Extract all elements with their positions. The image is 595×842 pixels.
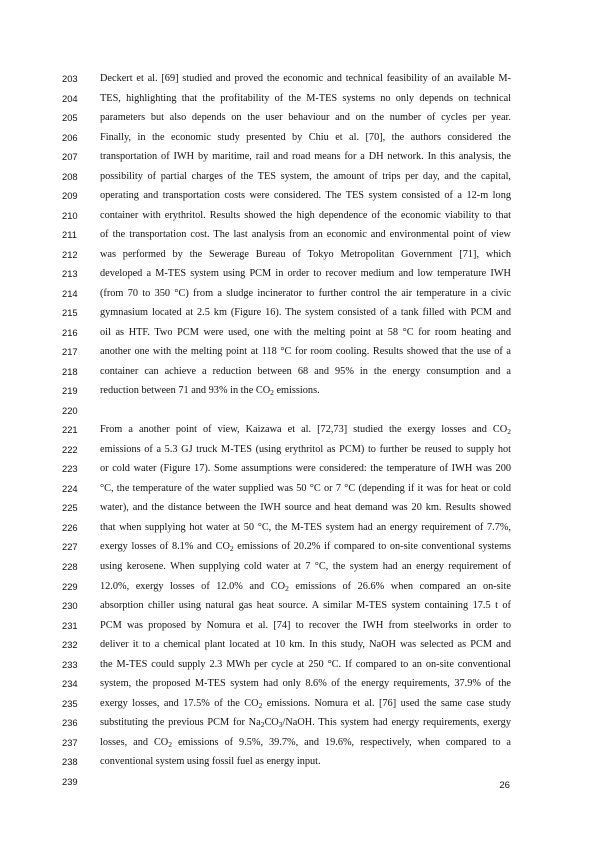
text-run: substituting the previous PCM for Na [100, 717, 261, 729]
subscript: 2 [229, 544, 234, 554]
text-run: PCM was proposed by Nomura et al. [74] to recover the IWH from steelworks in order to [100, 619, 511, 631]
line-text [100, 70, 511, 87]
text-run: oil as HTF. Two PCM were used, one with the melting point at 58 °C for room heating and [100, 326, 511, 338]
line-number: 206 [62, 131, 78, 143]
text-line [0, 285, 595, 302]
line-text [100, 90, 511, 107]
line-number: 219 [62, 385, 78, 397]
text-run: was performed by the Sewerage Bureau of Tokyo Metropolitan Government [71], which [100, 248, 511, 260]
line-number: 234 [62, 678, 78, 690]
line-number: 235 [62, 697, 78, 709]
text-run: gymnasium located at 2.5 km (Figure 16). The system consisted of a tank filled with PCM and [100, 307, 511, 319]
text-run: transportation of IWH by maritime, rail and road means for a DH network. In this analysis, the [100, 151, 511, 163]
text-line [0, 70, 595, 87]
line-number: 233 [62, 658, 78, 670]
line-text [100, 714, 511, 731]
line-number: 227 [62, 541, 78, 553]
text-line [0, 382, 595, 399]
text-run: of the transportation cost. The last analysis from an economic and environmental point of view [100, 229, 511, 241]
text-run: container can achieve a reduction between 68 and 95% in the energy consumption and a [100, 365, 511, 377]
line-text [100, 129, 511, 146]
line-number: 225 [62, 502, 78, 514]
line-text [100, 226, 511, 243]
line-text [100, 421, 511, 438]
text-run: Finally, in the economic study presented by Chiu et al. [70], the authors considered the [100, 131, 511, 143]
line-text [100, 656, 511, 673]
text-line [0, 129, 595, 146]
text-run: 12.0%, exergy losses of 12.0% and CO [100, 580, 286, 592]
line-text [100, 265, 511, 282]
line-number: 217 [62, 346, 78, 358]
line-number: 209 [62, 190, 78, 202]
text-run: the M-TES could supply 2.3 MWh per cycle at 250 °C. If compared to an on-site conventional [100, 658, 511, 670]
line-number: 208 [62, 170, 78, 182]
text-run: parameters but also depends on the user behaviour and on the number of cycles per year. [100, 112, 511, 124]
text-run: or cold water (Figure 17). Some assumptions were considered: the temperature of IWH was 200 [100, 463, 511, 475]
text-line [0, 695, 595, 712]
line-number: 207 [62, 151, 78, 163]
line-text [100, 304, 511, 321]
text-run: losses, and CO [100, 736, 169, 748]
text-line [0, 324, 595, 341]
line-text [100, 168, 511, 185]
text-run: system, the proposed M-TES system had only 8.6% of the energy requirements, 37.9% of the [100, 678, 511, 690]
line-number: 205 [62, 112, 78, 124]
line-text [100, 285, 511, 302]
line-number: 213 [62, 268, 78, 280]
line-text [100, 675, 511, 692]
line-number: 203 [62, 73, 78, 84]
text-run: emissions. [273, 385, 320, 397]
text-line [0, 734, 595, 751]
text-line [0, 597, 595, 614]
line-text [100, 324, 511, 341]
line-text [100, 460, 511, 477]
text-line [0, 714, 595, 731]
text-run: (from 70 to 350 °C) from a sludge incinerator to further control the air temperature in a civic [100, 287, 511, 299]
line-number: 230 [62, 600, 78, 612]
text-line [0, 460, 595, 477]
text-run: container with erythritol. Results showed the high dependence of the economic viability to that [100, 209, 511, 221]
text-line [0, 519, 595, 536]
text-run: absorption chiller using natural gas heat source. A similar M-TES system containing 17.5 t of [100, 600, 511, 612]
text-run: that when supplying hot water at 50 °C, the M-TES system had an energy requirement of 7.7%, [100, 521, 511, 533]
line-text [100, 558, 511, 575]
text-line [0, 421, 595, 438]
text-line [0, 617, 595, 634]
text-line [0, 148, 595, 165]
text-run: using kerosene. When supplying cold water at 7 °C, the system had an energy requirement of [100, 561, 511, 572]
text-run: possibility of partial charges of the TES system, the amount of trips per day, and the capital, [100, 170, 511, 182]
text-line [0, 168, 595, 185]
line-text [100, 382, 511, 399]
subscript: 2 [507, 427, 511, 437]
text-line [0, 753, 595, 770]
text-run: emissions. Nomura et al. [76] used the same case study [262, 697, 511, 709]
text-line [0, 499, 595, 516]
line-number: 223 [62, 463, 78, 475]
line-text [100, 207, 511, 224]
line-number: 210 [62, 209, 78, 221]
line-number: 238 [62, 756, 78, 768]
text-line [0, 441, 595, 458]
line-number: 237 [62, 736, 78, 748]
text-line [0, 656, 595, 673]
text-line [0, 636, 595, 653]
text-run: exergy losses of 8.1% and CO [100, 541, 230, 553]
text-run: emissions of 9.5%, 39.7%, and 19.6%, respectively, when compared to a [172, 736, 511, 748]
text-run: TES, highlighting that the profitability of the M-TES systems no only depends on technical [100, 92, 511, 104]
text-run: exergy losses, and 17.5% of the CO [100, 697, 259, 709]
subscript: 2 [168, 739, 172, 749]
line-text [100, 109, 511, 126]
text-run: CO [264, 717, 279, 729]
line-number: 214 [62, 287, 78, 299]
text-line [0, 265, 595, 282]
line-number: 220 [62, 404, 78, 416]
text-line [0, 187, 595, 204]
subscript: 2 [270, 388, 274, 398]
subscript: 2 [285, 583, 289, 593]
text-line [0, 226, 595, 243]
text-run: emissions of a 5.3 GJ truck M-TES (using erythritol as PCM) to further be reused to supply hot [100, 443, 511, 455]
text-run: /NaOH. This system had energy requirements, exergy [282, 717, 511, 729]
line-number: 222 [62, 443, 78, 455]
line-text [100, 578, 511, 595]
line-text [100, 734, 511, 751]
line-number: 211 [62, 229, 77, 241]
line-number: 215 [62, 307, 78, 319]
page-number: 26 [499, 780, 510, 791]
line-text [100, 538, 511, 555]
text-line [0, 558, 595, 575]
line-number: 224 [62, 482, 78, 494]
line-number: 221 [62, 424, 78, 436]
line-text [100, 519, 511, 536]
line-text [100, 187, 511, 204]
line-number: 236 [62, 717, 78, 729]
text-line [0, 402, 595, 419]
line-number: 216 [62, 326, 78, 338]
text-line [0, 109, 595, 126]
subscript: 2 [260, 720, 265, 730]
line-text [100, 499, 511, 516]
text-run: From a another point of view, Kaizawa et al. [72,73] studied the exergy losses and CO [100, 424, 508, 436]
text-run: Deckert et al. [69] studied and proved the economic and technical feasibility of an available M- [100, 73, 511, 84]
text-run: operating and transportation costs were considered. The TES system consisted of a 12-m long [100, 190, 511, 202]
line-text [100, 753, 511, 770]
text-run: developed a M-TES system using PCM in order to recover medium and low temperature IWH [100, 268, 511, 280]
text-run: another one with the melting point at 118 °C for room cooling. Results showed that the use of a [100, 346, 511, 358]
line-text [100, 617, 511, 634]
line-number: 228 [62, 561, 78, 572]
line-number: 218 [62, 365, 78, 377]
line-number: 229 [62, 580, 78, 592]
line-number: 239 [62, 775, 78, 787]
text-line [0, 90, 595, 107]
text-run: deliver it to a chemical plant located at 10 km. In this study, NaOH was selected as PCM and [100, 639, 511, 651]
text-run: conventional system using fossil fuel as energy input. [100, 756, 321, 768]
line-number: 232 [62, 639, 78, 651]
subscript: 2 [258, 700, 263, 710]
text-line [0, 363, 595, 380]
line-text [100, 343, 511, 360]
text-line [0, 538, 595, 555]
text-run: emissions of 26.6% when compared an on-site [288, 580, 511, 592]
line-number: 204 [62, 92, 78, 104]
subscript: 3 [278, 720, 283, 730]
line-text [100, 246, 511, 263]
text-line [0, 246, 595, 263]
line-text [100, 363, 511, 380]
line-text [100, 636, 511, 653]
line-text [100, 480, 511, 497]
text-run: °C, the temperature of the water supplied was 50 °C or 7 °C (depending if it was for heat or cold [100, 482, 511, 494]
text-line [0, 675, 595, 692]
line-text [100, 441, 511, 458]
text-line [0, 578, 595, 595]
line-number: 212 [62, 248, 78, 260]
text-line [0, 343, 595, 360]
text-line [0, 207, 595, 224]
line-text [100, 148, 511, 165]
line-number: 226 [62, 521, 78, 533]
text-line [0, 480, 595, 497]
text-run: water), and the distance between the IWH source and heat demand was 20 km. Results showed [100, 502, 511, 514]
line-number: 231 [62, 619, 78, 631]
text-run: emissions of 20.2% if compared to on-site conventional systems [233, 541, 511, 553]
line-text [100, 695, 511, 712]
text-run: reduction between 71 and 93% in the CO [100, 385, 271, 397]
text-line [0, 304, 595, 321]
line-text [100, 597, 511, 614]
